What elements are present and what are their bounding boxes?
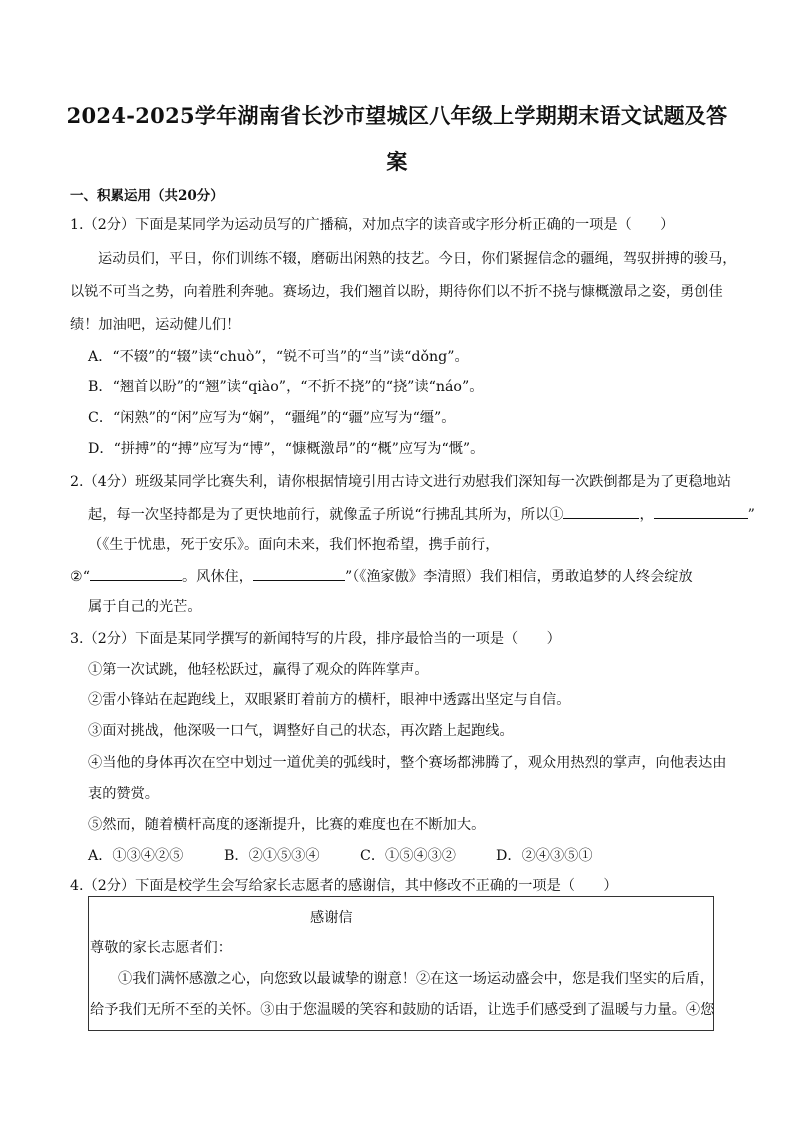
q3-options (88, 846, 593, 866)
q2-line1: 2.（4分）班级某同学比赛失利，请你根据情境引用古诗文进行劝慰我们深知每一次跌倒都是为了更稳地站 (70, 474, 732, 490)
q3-option-a: A．①③④②⑤ (88, 848, 184, 864)
q2-line4-start: ②“ (70, 569, 90, 585)
q2-line5: 属于自己的光芒。 (88, 599, 202, 615)
section-heading: 一、积累运用（共20分） (70, 188, 224, 204)
q3-sentence: 衷的赞赏。 (88, 786, 159, 802)
q2-line3: （《生于忧患，死于安乐》。面向未来，我们怀抱希望，携手前行， (88, 537, 500, 553)
answer-blank-3[interactable] (90, 566, 182, 581)
q1-passage-line: 以锐不可当之势，向着胜利奔驰。赛场边，我们翘首以盼，期待你们以不折不挠与慷概激昂之姿，勇创佳 (70, 284, 723, 300)
q2-line2 (88, 504, 755, 525)
answer-blank-1[interactable] (563, 504, 639, 519)
q3-sentence: ④当他的身体再次在空中划过一道优美的弧线时，整个赛场都沸腾了，观众用热烈的掌声，向他表达由 (88, 755, 727, 771)
q1-option-a: A．“不辍”的“辍”读“chuò”，“锐不可当”的“当”读“dǒng”。 (88, 349, 469, 365)
q3-sentence: ⑤然而，随着横杆高度的逐渐提升，比赛的难度也在不断加大。 (88, 817, 486, 833)
letter-body-line: 给予我们无所不至的关怀。③由于您温暖的笑容和鼓励的话语，让选手们感受到了温暖与力量。④您 (90, 1002, 715, 1018)
paper-title-line1: 2024-2025学年湖南省长沙市望城区八年级上学期期末语文试题及答 (66, 103, 728, 128)
q1-passage-line: 绩！加油吧，运动健儿们！ (70, 317, 241, 333)
answer-blank-4[interactable] (253, 566, 345, 581)
letter-heading: 感谢信 (310, 910, 353, 926)
q3-sentence: ②雷小锋站在起跑线上，双眼紧盯着前方的横杆，眼神中透露出坚定与自信。 (88, 692, 571, 708)
q1-option-c: C．“闲熟”的“闲”应写为“娴”，“疆绳”的“疆”应写为“缰”。 (88, 410, 456, 426)
answer-blank-2[interactable] (654, 504, 748, 519)
q2-line2-text: 起，每一次坚持都是为了更快地前行，就像孟子所说“行拂乱其所为，所以① (88, 507, 564, 523)
letter-salutation: 尊敬的家长志愿者们： (90, 940, 232, 956)
q3-stem: 3.（2分）下面是某同学撰写的新闻特写的片段，排序最恰当的一项是（ ） (70, 631, 561, 647)
q3-sentence: ③面对挑战，他深吸一口气，调整好自己的状态，再次踏上起跑线。 (88, 723, 514, 739)
q2-line2-quote: ” (747, 507, 755, 523)
paper-title-line2: 案 (386, 149, 408, 174)
q2-line4 (70, 566, 693, 587)
q2-line4-mid: 。风休住， (181, 569, 253, 585)
q1-stem: 1.（2分）下面是某同学为运动员写的广播稿，对加点字的读音或字形分析正确的一项是（ ） (70, 217, 675, 233)
q1-passage-line: 运动员们，平日，你们训练不辍，磨砺出闲熟的技艺。今日，你们紧握信念的疆绳，驾驭拼搏的骏马， (98, 251, 737, 267)
q3-option-d: D．②④③⑤① (496, 848, 593, 864)
q1-option-d: D．“拼搏”的“搏”应写为“博”，“慷概激昂”的“概”应写为“慨”。 (88, 441, 485, 457)
q4-stem: 4.（2分）下面是校学生会写给家长志愿者的感谢信，其中修改不正确的一项是（ ） (70, 878, 618, 894)
letter-body-line: ①我们满怀感激之心，向您致以最诚挚的谢意！②在这一场运动盛会中，您是我们坚实的后盾， (118, 971, 714, 987)
q2-line2-comma: ， (639, 507, 654, 523)
q3-option-c: C．①⑤④③② (360, 848, 456, 864)
q2-line4-end: ”（《渔家傲》李清照）我们相信，勇敢追梦的人终会绽放 (344, 569, 693, 585)
q1-option-b: B．“翘首以盼”的“翘”读“qiào”，“不折不挠”的“挠”读“náo”。 (88, 379, 484, 395)
q3-sentence: ①第一次试跳，他轻松跃过，赢得了观众的阵阵掌声。 (88, 662, 429, 678)
q3-option-b: B．②①⑤③④ (224, 848, 320, 864)
